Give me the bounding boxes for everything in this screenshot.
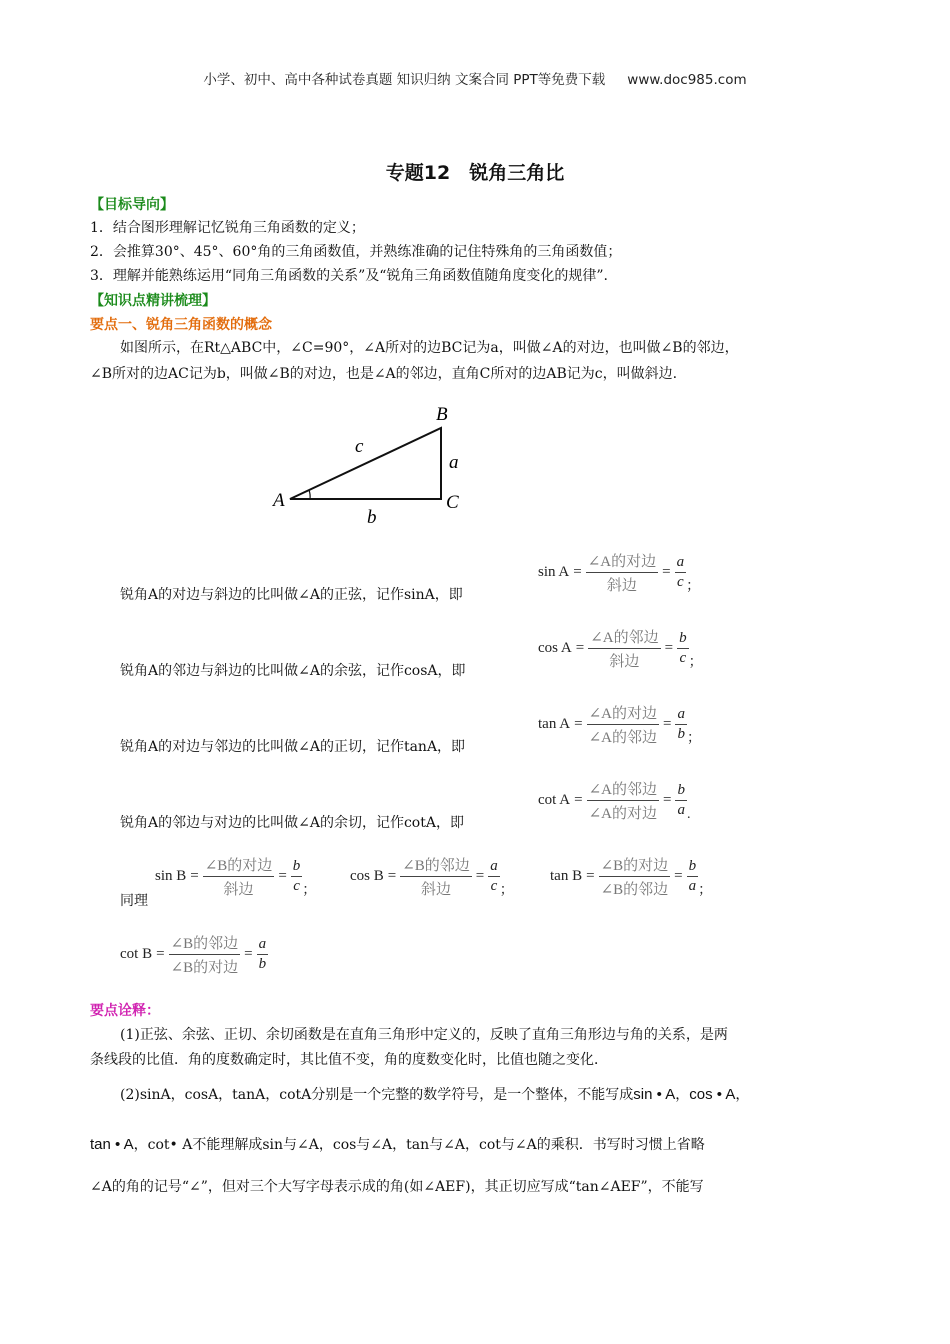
note1-line-1: (1)正弦、余弦、正切、余切函数是在直角三角形中定义的，反映了直角三角形边与角的关系，是两 (120, 1027, 728, 1043)
formula-cos-a: cos A = $\frac{\text{∠A的邻边}}{\text{斜边}}$ = $\frac{b}{c}$ ； (538, 626, 703, 671)
similarly-label: 同理 (120, 893, 148, 909)
note2-text-1: (2)sinA，cosA，tanA，cotA分别是一个完整的数学符号，是一个整体，不能写成 (120, 1087, 634, 1103)
formula-cot-b: cot B = $\frac{\text{∠B的邻边}}{\text{∠B的对边}}$ = $\frac{a}{b}$ (120, 932, 268, 977)
note2-symbol-cos: cos • A (689, 1086, 736, 1103)
goal-heading: 【目标导向】 (90, 197, 174, 213)
page-title: 专题12 锐角三角比 (385, 162, 565, 184)
note2-line-2 (90, 1135, 705, 1155)
formula-cot-a: cot A = $\frac{\text{∠A的邻边}}{\text{∠A的对边}}$ = $\frac{b}{a}$ . (538, 778, 690, 823)
goal-item-1: 1．结合图形理解记忆锐角三角函数的定义； (90, 220, 365, 236)
header-text: 小学、初中、高中各种试卷真题 知识归纳 文案合同 PPT等免费下载 (203, 72, 606, 88)
header-url[interactable]: www.doc985.com (627, 72, 747, 88)
intro-line-2: ∠B所对的边AC记为b，叫做∠B的对边，也是∠A的邻边，直角C所对的边AB记为c，叫做斜边. (90, 366, 678, 382)
definition-cos-text: 锐角A的邻边与斜边的比叫做∠A的余弦，记作cosA，即 (120, 663, 466, 679)
vertex-a-label: A (273, 490, 285, 511)
note2-separator-1: ， (675, 1087, 690, 1103)
triangle-diagram (260, 400, 480, 530)
formula-tan-a: tan A = $\frac{\text{∠A的对边}}{\text{∠A的邻边}}$ = $\frac{a}{b}$ ； (538, 702, 701, 747)
formula-tan-b: tan B = $\frac{\text{∠B的对边}}{\text{∠B的邻边}}$ = $\frac{b}{a}$ ； (550, 854, 712, 899)
note2-text-2: ，cot• A不能理解成sin与∠A，cos与∠A，tan与∠A，cot与∠A的乘积．书写时习惯上省略 (133, 1137, 705, 1153)
note2-line-3: ∠A的角的记号“∠”，但对三个大写字母表示成的角(如∠AEF)，其正切应写成“tan∠AEF”，不能写 (90, 1179, 704, 1195)
point1-title: 要点一、锐角三角函数的概念 (90, 317, 272, 333)
knowledge-heading: 【知识点精讲梳理】 (90, 293, 216, 309)
vertex-b-label: B (436, 404, 448, 425)
note2-symbol-tan: tan • A (90, 1136, 134, 1153)
vertex-c-label: C (446, 492, 459, 513)
goal-item-3: 3．理解并能熟练运用“同角三角函数的关系”及“锐角三角函数值随角度变化的规律”. (90, 268, 608, 284)
note2-separator-2: ， (735, 1087, 750, 1103)
angle-a-arc (309, 490, 310, 499)
definition-sin-text: 锐角A的对边与斜边的比叫做∠A的正弦，记作sinA，即 (120, 587, 463, 603)
side-b-label: b (367, 507, 377, 528)
note2-symbol-sin: sin • A (633, 1086, 676, 1103)
triangle-shape (290, 428, 441, 499)
formula-sin-b: sin B = $\frac{\text{∠B的对边}}{\text{斜边}}$ = $\frac{b}{c}$ ； (155, 854, 316, 899)
page-header (0, 68, 950, 88)
notes-heading: 要点诠释： (90, 1003, 160, 1019)
side-a-label: a (449, 452, 459, 473)
definition-tan-text: 锐角A的对边与邻边的比叫做∠A的正切，记作tanA，即 (120, 739, 466, 755)
side-c-label: c (355, 436, 364, 457)
definition-cot-text: 锐角A的邻边与对边的比叫做∠A的余切，记作cotA，即 (120, 815, 464, 831)
note2-line-1 (120, 1085, 749, 1105)
note1-line-2: 条线段的比值．角的度数确定时，其比值不变，角的度数变化时，比值也随之变化． (90, 1052, 608, 1068)
formula-cos-b: cos B = $\frac{\text{∠B的邻边}}{\text{斜边}}$ = $\frac{a}{c}$ ； (350, 854, 514, 899)
intro-line-1: 如图所示，在Rt△ABC中，∠C=90°，∠A所对的边BC记为a，叫做∠A的对边，也叫做∠B的邻边， (120, 340, 739, 356)
goal-item-2: 2．会推算30°、45°、60°角的三角函数值，并熟练准确的记住特殊角的三角函数值； (90, 244, 622, 260)
formula-sin-a: sin A = $\frac{\text{∠A的对边}}{\text{斜边}}$ = $\frac{a}{c}$ ； (538, 550, 700, 595)
